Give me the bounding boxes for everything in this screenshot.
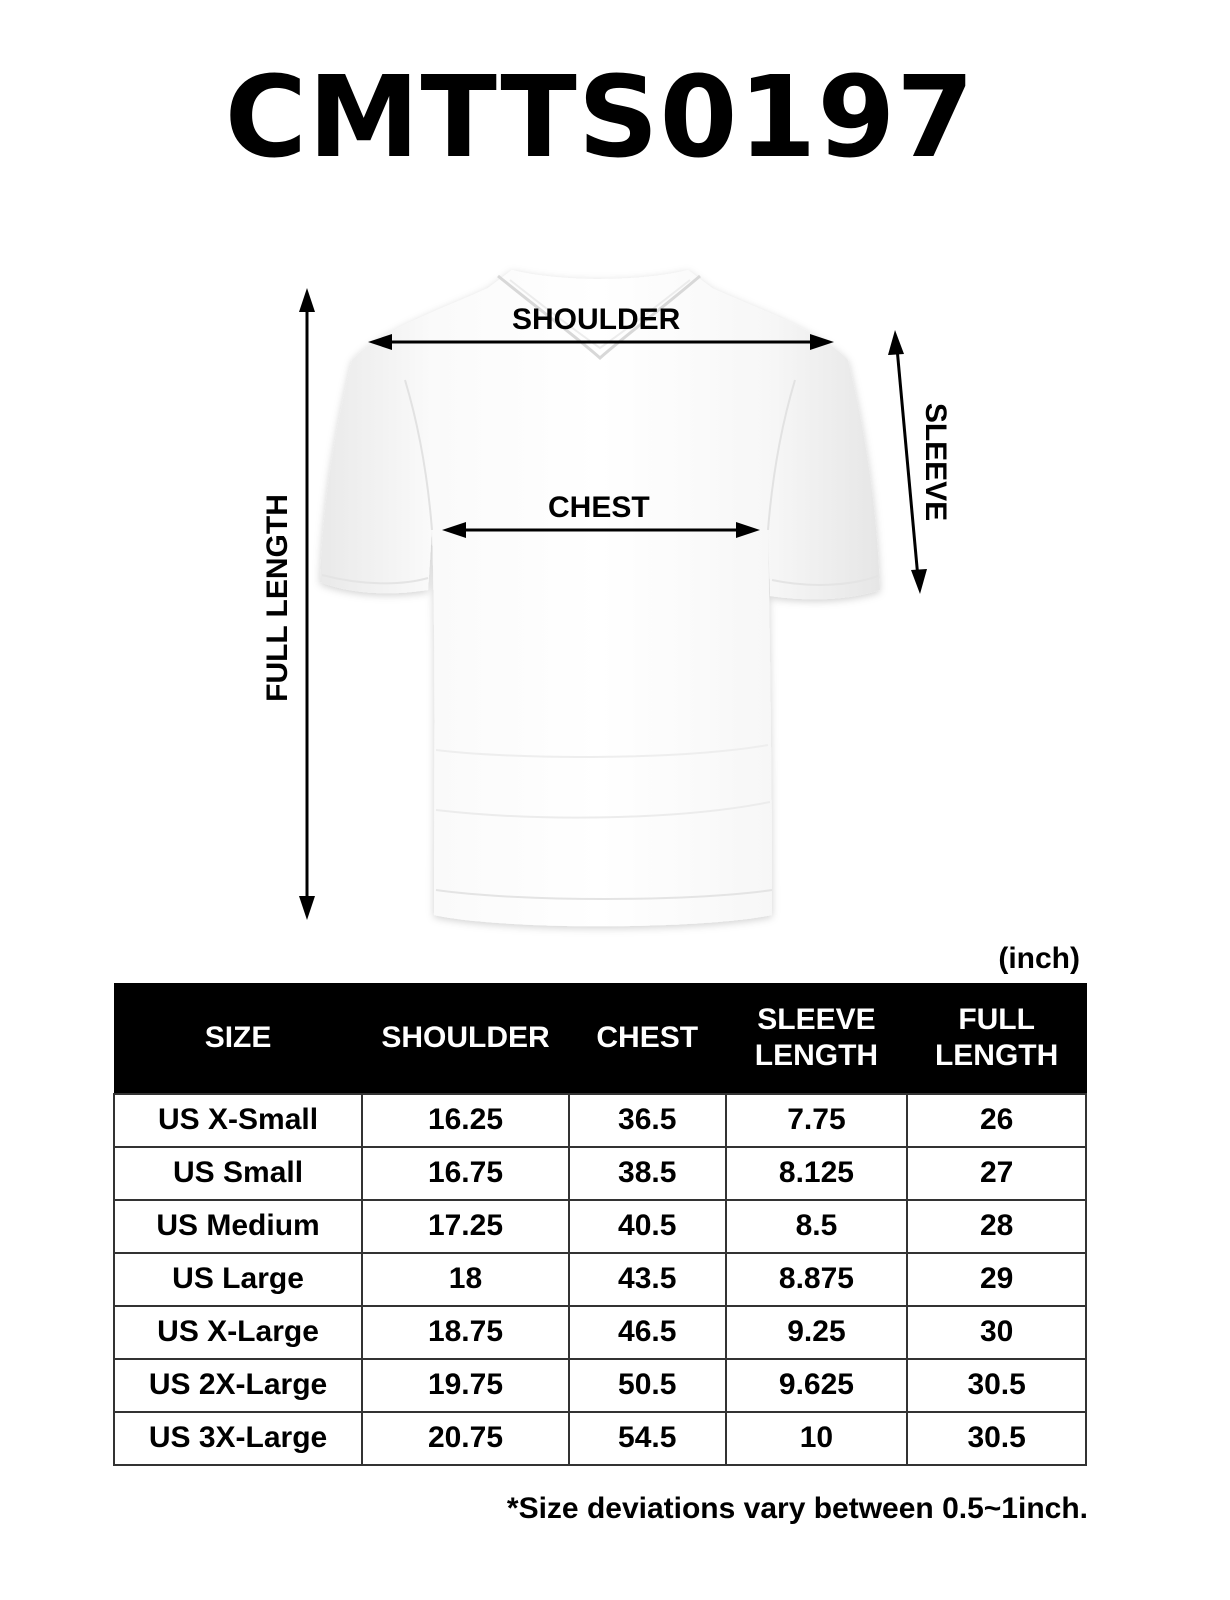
cell-chest: 40.5: [569, 1200, 726, 1253]
cell-sleeve-length: 10: [726, 1412, 908, 1465]
cell-chest: 46.5: [569, 1306, 726, 1359]
table-row: [114, 1412, 1086, 1465]
header-shoulder: SHOULDER: [362, 984, 569, 1094]
cell-full-length: 30.5: [907, 1359, 1086, 1412]
cell-size: US Medium: [114, 1200, 362, 1253]
cell-size: US Large: [114, 1253, 362, 1306]
cell-size: US X-Small: [114, 1094, 362, 1147]
cell-full-length: 26: [907, 1094, 1086, 1147]
cell-size: US 3X-Large: [114, 1412, 362, 1465]
cell-shoulder: 16.75: [362, 1147, 569, 1200]
unit-note: (inch): [998, 942, 1080, 975]
chest-label: CHEST: [548, 491, 650, 524]
table-header-row: [114, 984, 1086, 1094]
cell-full-length: 28: [907, 1200, 1086, 1253]
cell-size: US X-Large: [114, 1306, 362, 1359]
table-row: [114, 1253, 1086, 1306]
tshirt-illustration: [0, 230, 1230, 950]
cell-sleeve-length: 8.125: [726, 1147, 908, 1200]
header-sleeve-length: SLEEVE LENGTH: [726, 984, 908, 1094]
cell-shoulder: 18: [362, 1253, 569, 1306]
cell-size: US 2X-Large: [114, 1359, 362, 1412]
cell-sleeve-length: 9.25: [726, 1306, 908, 1359]
cell-sleeve-length: 8.5: [726, 1200, 908, 1253]
full-length-arrow: [299, 288, 315, 920]
cell-full-length: 30: [907, 1306, 1086, 1359]
size-deviation-note: *Size deviations vary between 0.5~1inch.: [506, 1492, 1088, 1525]
tshirt-shape: [320, 270, 880, 926]
cell-sleeve-length: 9.625: [726, 1359, 908, 1412]
cell-chest: 43.5: [569, 1253, 726, 1306]
product-code-title: CMTTS0197: [224, 53, 976, 183]
cell-chest: 38.5: [569, 1147, 726, 1200]
cell-full-length: 27: [907, 1147, 1086, 1200]
cell-full-length: 30.5: [907, 1412, 1086, 1465]
measurement-diagram: [0, 230, 1230, 950]
header-chest: CHEST: [569, 984, 726, 1094]
cell-chest: 54.5: [569, 1412, 726, 1465]
cell-shoulder: 20.75: [362, 1412, 569, 1465]
header-size: SIZE: [114, 984, 362, 1094]
cell-shoulder: 19.75: [362, 1359, 569, 1412]
cell-chest: 36.5: [569, 1094, 726, 1147]
table-row: [114, 1200, 1086, 1253]
cell-shoulder: 16.25: [362, 1094, 569, 1147]
table-row: [114, 1094, 1086, 1147]
cell-shoulder: 17.25: [362, 1200, 569, 1253]
shoulder-label: SHOULDER: [512, 303, 681, 336]
table-row: [114, 1306, 1086, 1359]
header-full-length: FULL LENGTH: [907, 984, 1086, 1094]
table-row: [114, 1359, 1086, 1412]
cell-sleeve-length: 7.75: [726, 1094, 908, 1147]
cell-shoulder: 18.75: [362, 1306, 569, 1359]
cell-chest: 50.5: [569, 1359, 726, 1412]
sleeve-label: SLEEVE: [919, 402, 952, 522]
full-length-label: FULL LENGTH: [261, 494, 294, 702]
cell-size: US Small: [114, 1147, 362, 1200]
cell-full-length: 29: [907, 1253, 1086, 1306]
table-row: [114, 1147, 1086, 1200]
cell-sleeve-length: 8.875: [726, 1253, 908, 1306]
size-chart-table: [113, 983, 1087, 1466]
